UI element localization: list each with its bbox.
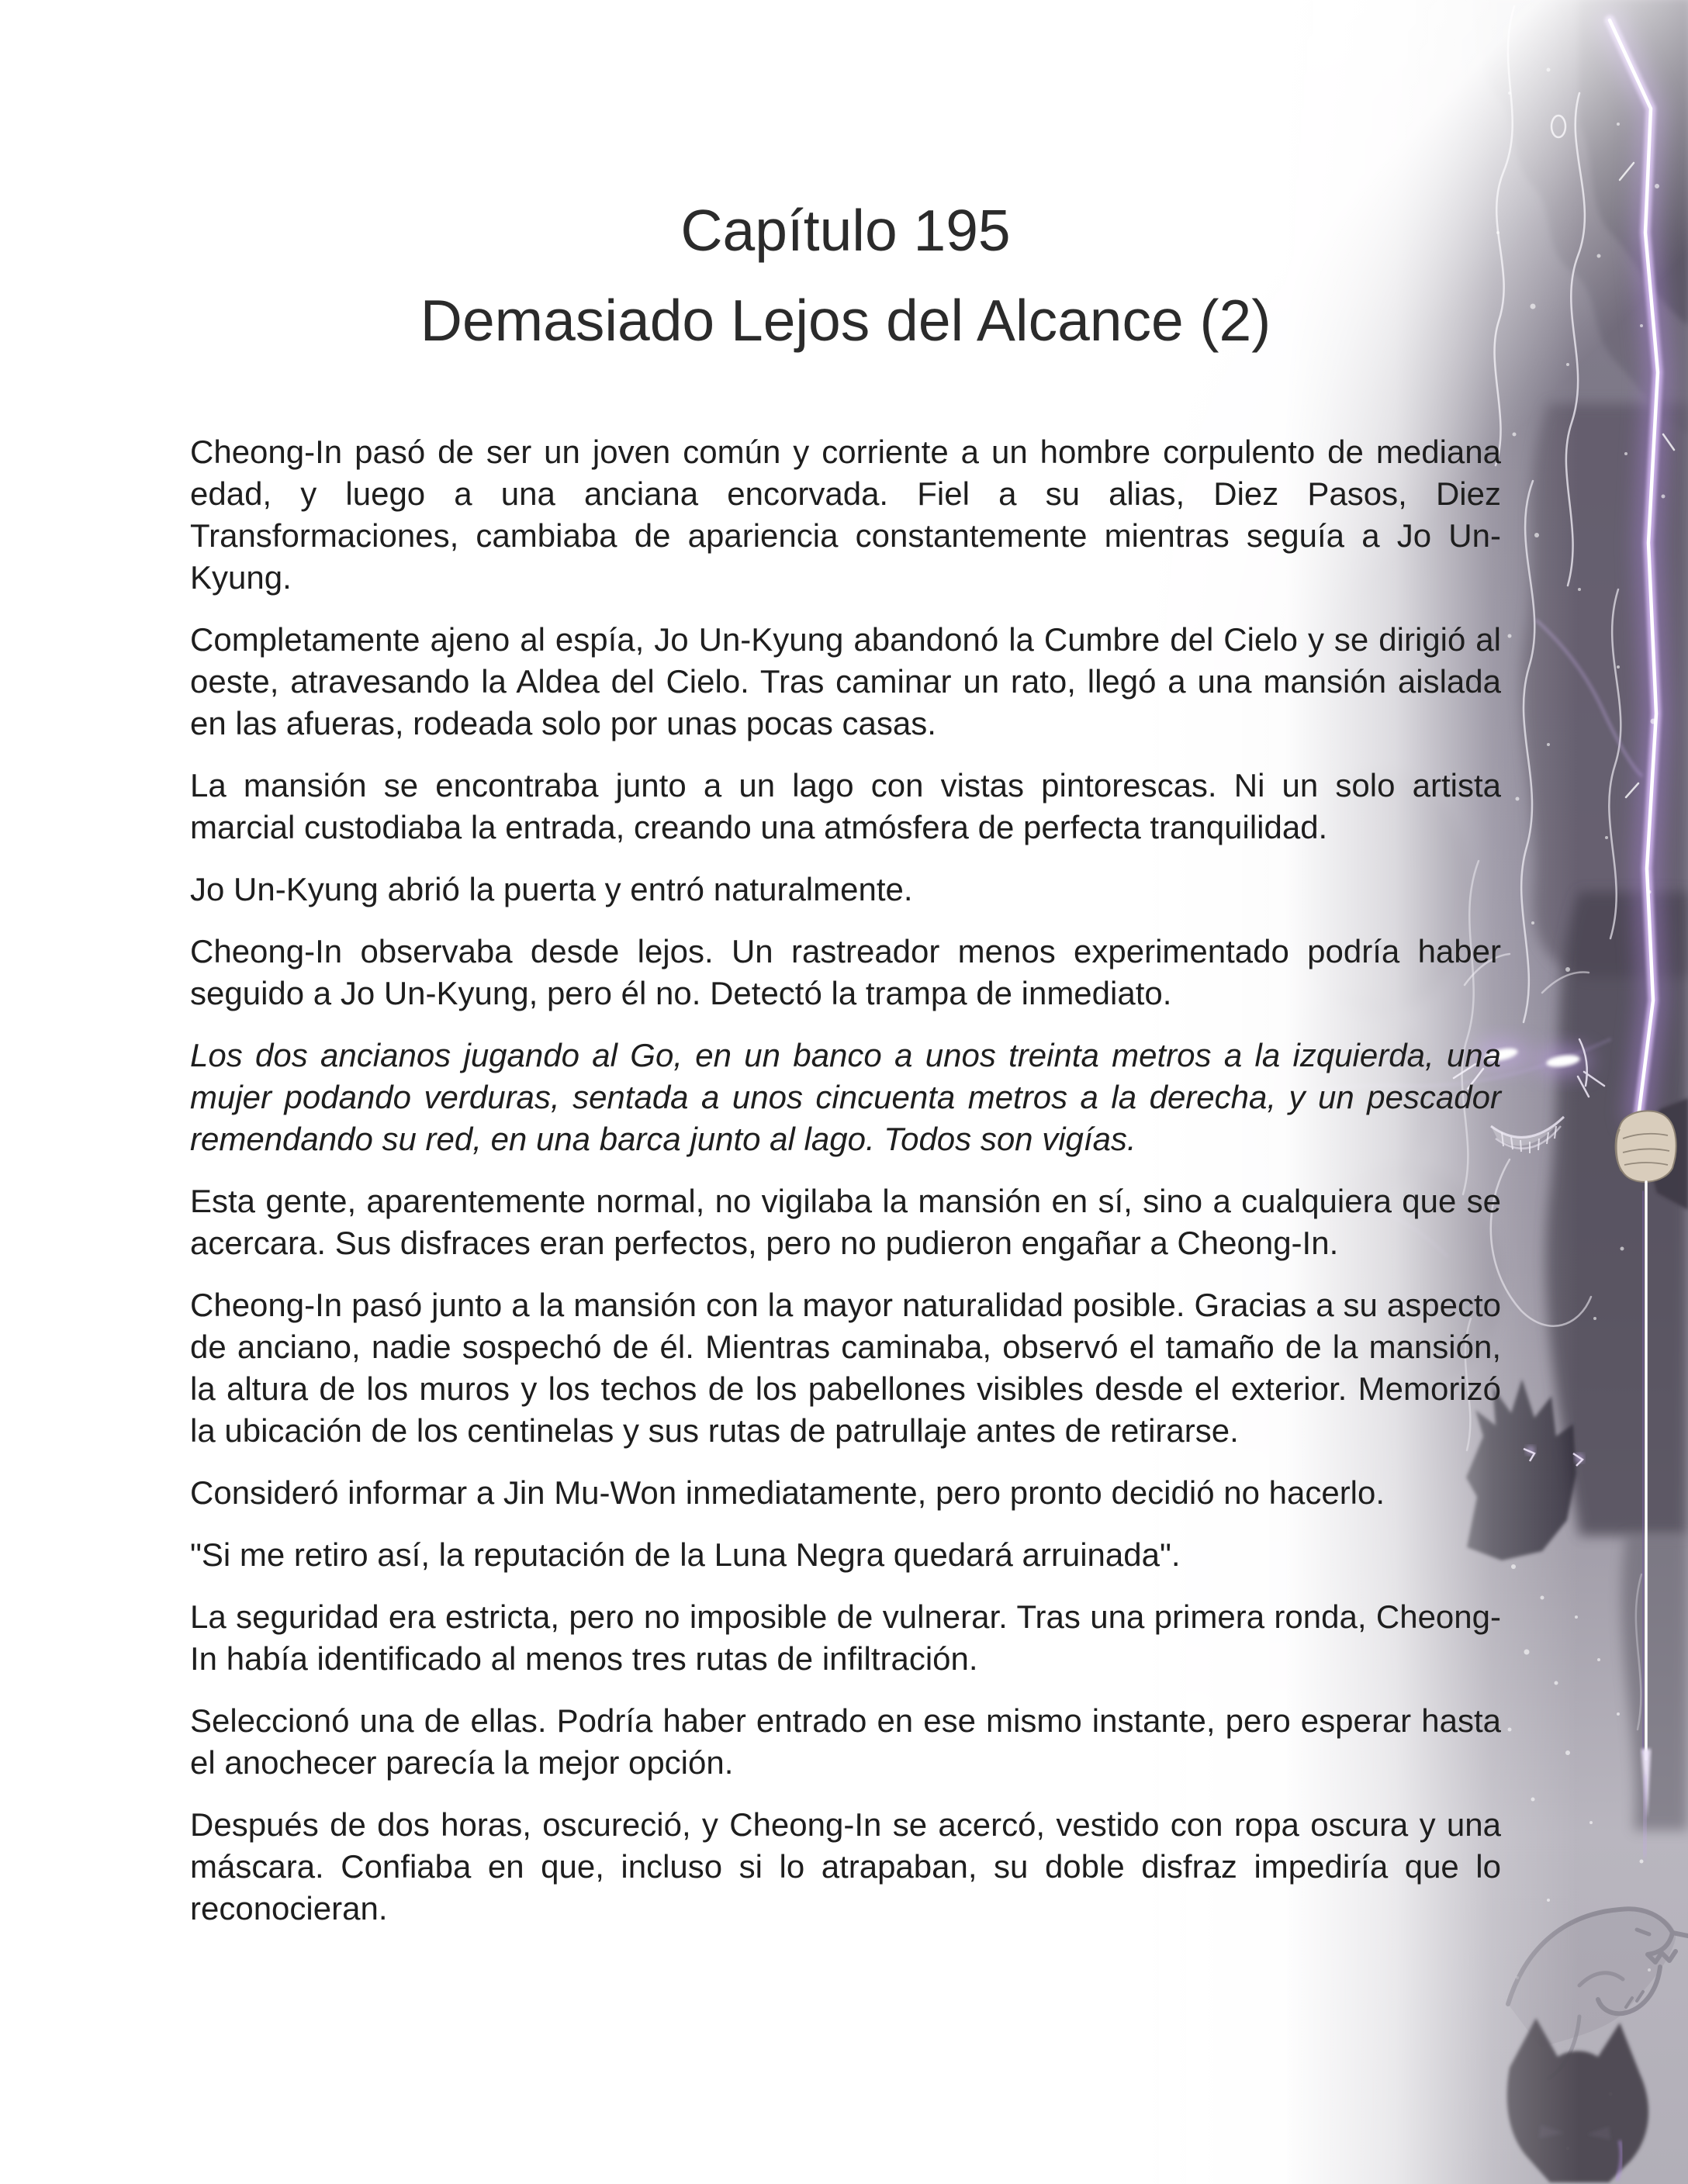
paragraph: La mansión se encontraba junto a un lago con vistas pintorescas. Ni un solo artista marcial custodiaba la entrada, creando una atmósfera de perfecta tranquilidad. <box>190 767 1501 845</box>
chapter-content <box>190 0 1501 1950</box>
paragraph: Consideró informar a Jin Mu-Won inmediatamente, pero pronto decidió no hacerlo. <box>190 1474 1385 1511</box>
chapter-title: Demasiado Lejos del Alcance (2) <box>420 288 1271 353</box>
paragraph: Cheong-In pasó de ser un joven común y corriente a un hombre corpulento de mediana edad, y luego a una anciana encorvada. Fiel a su alias, Diez Pasos, Diez Transformaciones, cambiaba de apariencia constantemente mientras seguía a Jo Un-Kyung. <box>190 434 1501 596</box>
chapter-number: Capítulo 195 <box>680 198 1011 263</box>
paragraph: Después de dos horas, oscureció, y Cheong-In se acercó, vestido con ropa oscura y una máscara. Confiaba en que, incluso si lo atrapaban, su doble disfraz impediría que lo reconocieran. <box>190 1806 1501 1927</box>
paragraph: La seguridad era estricta, pero no imposible de vulnerar. Tras una primera ronda, Cheong-In había identificado al menos tres rutas de infiltración. <box>190 1598 1501 1677</box>
paragraph: Seleccionó una de ellas. Podría haber entrado en ese mismo instante, pero esperar hasta el anochecer parecía la mejor opción. <box>190 1702 1501 1781</box>
paragraph: Esta gente, aparentemente normal, no vigilaba la mansión en sí, sino a cualquiera que se acercara. Sus disfraces eran perfectos, pero no pudieron engañar a Cheong-In. <box>190 1183 1501 1261</box>
paragraph: Jo Un-Kyung abrió la puerta y entró naturalmente. <box>190 871 913 907</box>
paragraph: Completamente ajeno al espía, Jo Un-Kyung abandonó la Cumbre del Cielo y se dirigió al oeste, atravesando la Aldea del Cielo. Tras caminar un rato, llegó a una mansión aislada en las afueras, rodeada solo por unas pocas casas. <box>190 621 1501 741</box>
paragraph-inner-monologue: Los dos ancianos jugando al Go, en un banco a unos treinta metros a la izquierda, una mujer podando verduras, sentada a unos cincuenta metros a la derecha, y un pescador remendando su red, en una barca junto al lago. Todos son vigías. <box>190 1037 1501 1157</box>
paragraph: Cheong-In pasó junto a la mansión con la mayor naturalidad posible. Gracias a su aspecto de anciano, nadie sospechó de él. Mientras caminaba, observó el tamaño de la mansión, la altura de los muros y los techos de los pabellones visibles desde el exterior. Memorizó la ubicación de los centinelas y sus rutas de patrullaje antes de retirarse. <box>190 1287 1501 1449</box>
chapter-header <box>190 0 1501 355</box>
paragraph-quote: "Si me retiro así, la reputación de la Luna Negra quedará arruinada". <box>190 1536 1181 1573</box>
paragraph: Cheong-In observaba desde lejos. Un rastreador menos experimentado podría haber seguido a Jo Un-Kyung, pero él no. Detectó la trampa de inmediato. <box>190 933 1501 1011</box>
chapter-body <box>190 431 1501 1930</box>
